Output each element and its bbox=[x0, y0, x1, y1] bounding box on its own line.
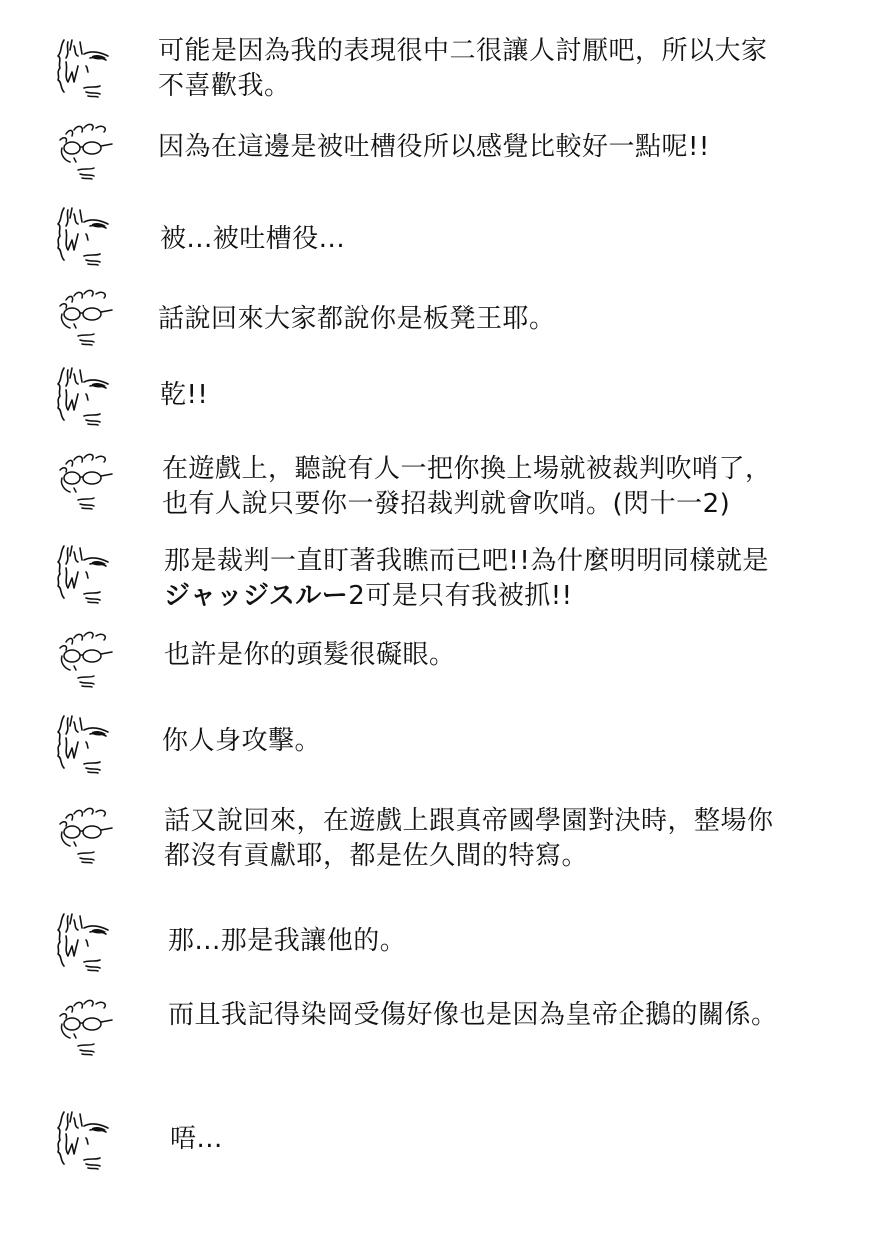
glasses-face-icon bbox=[50, 626, 122, 692]
dialogue-text bbox=[162, 452, 772, 522]
dialogue-text bbox=[164, 804, 774, 874]
dialogue-line: 乾!! bbox=[160, 380, 209, 410]
dialogue-line: 因為在這邊是被吐槽役所以感覺比較好一點呢!! bbox=[158, 132, 710, 162]
dialogue-text bbox=[168, 998, 778, 1033]
glasses-face-icon bbox=[50, 284, 122, 350]
dialogue-line: 不喜歡我。 bbox=[158, 71, 291, 101]
dialogue-text bbox=[162, 724, 321, 759]
dialogue-text bbox=[158, 34, 768, 104]
spiky-hair-face-icon bbox=[50, 364, 122, 430]
spiky-hair-face-icon bbox=[50, 204, 122, 270]
glasses-face-icon bbox=[50, 448, 122, 514]
dialogue-line: 而且我記得染岡受傷好像也是因為皇帝企鵝的關係。 bbox=[168, 1000, 778, 1030]
dialogue-line bbox=[164, 579, 769, 614]
glasses-face-icon bbox=[50, 994, 122, 1060]
dialogue-line: 也有人說只要你一發招裁判就會吹哨。(閃十一2) bbox=[162, 489, 731, 519]
dialogue-line: 那是裁判一直盯著我瞧而已吧!!為什麼明明同樣就是 bbox=[164, 546, 769, 576]
spiky-hair-face-icon bbox=[50, 712, 122, 778]
glasses-face-icon bbox=[50, 118, 122, 184]
dialogue-line: 也許是你的頭髮很礙眼。 bbox=[164, 640, 456, 670]
spiky-hair-face-icon bbox=[50, 910, 122, 976]
dialogue-text bbox=[168, 924, 406, 959]
dialogue-line: 都沒有貢獻耶，都是佐久間的特寫。 bbox=[164, 841, 589, 871]
dialogue-line-rest: 2可是只有我被抓!! bbox=[348, 581, 573, 611]
glasses-face-icon bbox=[50, 802, 122, 868]
skill-name: ジャッジスルー bbox=[164, 581, 349, 611]
dialogue-line: 在遊戲上，聽說有人一把你換上場就被裁判吹哨了， bbox=[162, 454, 772, 484]
dialogue-text bbox=[158, 302, 556, 337]
spiky-hair-face-icon bbox=[50, 36, 122, 102]
dialogue-line: 你人身攻擊。 bbox=[162, 726, 322, 756]
dialogue-text bbox=[170, 1122, 223, 1157]
dialogue-text bbox=[158, 130, 710, 165]
dialogue-text bbox=[164, 638, 456, 673]
dialogue-line: 被...被吐槽役... bbox=[160, 224, 346, 254]
dialogue-line: 話說回來大家都說你是板凳王耶。 bbox=[158, 304, 556, 334]
dialogue-line: 那...那是我讓他的。 bbox=[168, 926, 407, 956]
spiky-hair-face-icon bbox=[50, 1108, 122, 1174]
dialogue-text bbox=[160, 378, 208, 413]
dialogue-line: 話又說回來，在遊戲上跟真帝國學園對決時，整場你 bbox=[164, 806, 774, 836]
dialogue-line: 唔... bbox=[170, 1124, 223, 1154]
dialogue-text bbox=[160, 222, 345, 257]
dialogue-line: 可能是因為我的表現很中二很讓人討厭吧，所以大家 bbox=[158, 36, 768, 66]
spiky-hair-face-icon bbox=[50, 542, 122, 608]
dialogue-text bbox=[164, 544, 769, 614]
